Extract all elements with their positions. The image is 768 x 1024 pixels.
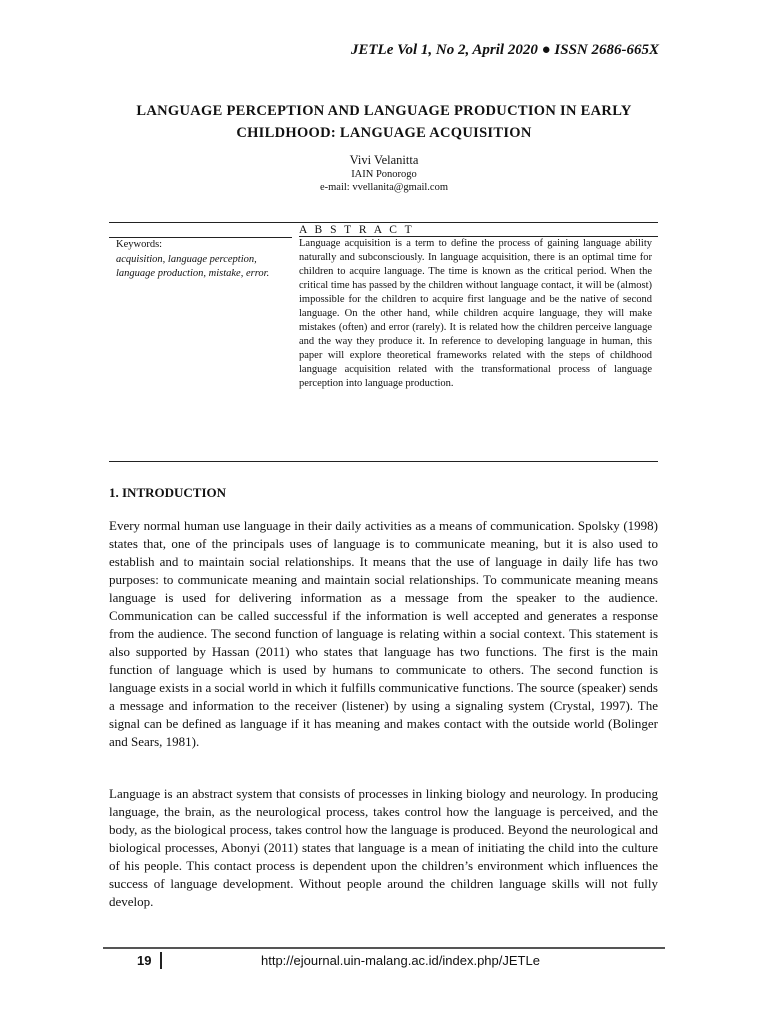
intro-paragraph-1: Every normal human use language in their daily activities as a means of communication. Spolsky (1998) states that, one of the principals uses of language is to communicate meaning, but it is also used to establish and to maintain social relationships. It means that the use of language in daily life has two purposes: to communicate meaning and maintain social relationships. To communicate meaning means language is used for delivering information as a message from the speaker to the audience. Communication can be called successful if the information is well accepted and generates a response from the audience. The second function of language is relating within a social context. This statement is also supported by Hassan (2011) who states that language has two functions. The first is the main function of language which is used by humans to communicate to others. The second function is language exists in a social world in which it fulfills communicative functions. The source (speaker) sends a message and information to the receiver (listener) by using a signaling system (Crystal, 1997). The signal can be defined as language if it has meaning and makes contact with the outside world (Bolinger and Sears, 1981).	[109, 518, 658, 749]
section-heading-introduction: 1. INTRODUCTION	[109, 485, 227, 500]
abstract-label: A B S T R A C T	[299, 224, 415, 236]
journal-url-link[interactable]: http://ejournal.uin-malang.ac.id/index.php/JETLe	[261, 953, 540, 968]
author-email: e-mail: vvellanita@gmail.com	[319, 182, 449, 193]
paper-title-line-2: CHILDHOOD: LANGUAGE ACQUISITION	[236, 125, 532, 141]
keywords-label: Keywords:	[116, 239, 163, 250]
journal-header: JETLe Vol 1, No 2, April 2020 ● ISSN 2686-665X	[350, 42, 659, 58]
abstract-bottom-rule	[109, 461, 658, 462]
author-affiliation: IAIN Ponorogo	[351, 169, 417, 180]
paper-title-line-1: LANGUAGE PERCEPTION AND LANGUAGE PRODUCTION IN EARLY	[136, 103, 632, 119]
paper-title	[100, 100, 668, 144]
keywords-text: acquisition, language perception, language production, mistake, error.	[116, 254, 270, 279]
abstract-text: Language acquisition is a term to define the process of gaining language ability naturally and subconsciously. In language acquisition, there is an optimal time for children to acquire language. The time is known as the critical period. When the critical time has passed by the children without language contact, it will be (almost) impossible for the children to acquire first language and be the native of second language. On the other hand, while children acquire language, they will make mistakes (often) and error (rarely). It is related how the children perceive language and the way they produce it. In reference to developing language in human, this paper will explore theoretical frameworks related with the steps of childhood language acquisition related with the transformational process of language perception into language production.	[299, 238, 652, 389]
author-name: Vivi Velanitta	[349, 153, 419, 167]
footer-rule	[103, 947, 665, 949]
keywords-top-rule	[109, 237, 292, 238]
page-number: 19	[137, 953, 152, 968]
page-number-separator	[160, 952, 162, 969]
intro-paragraph-2: Language is an abstract system that consists of processes in linking biology and neurology. In producing language, the brain, as the neurological process, takes control how the language is perceived, and the body, as the biological process, takes control how the language is produced. Beyond the neurological and biological processes, Abonyi (2011) states that language is a mean of initiating the child into the culture of his people. This contact process is dependent upon the children’s environment which influences the success of language development. Without people around the children language skills will not fully develop.	[109, 786, 658, 909]
abstract-top-rule	[109, 222, 658, 223]
